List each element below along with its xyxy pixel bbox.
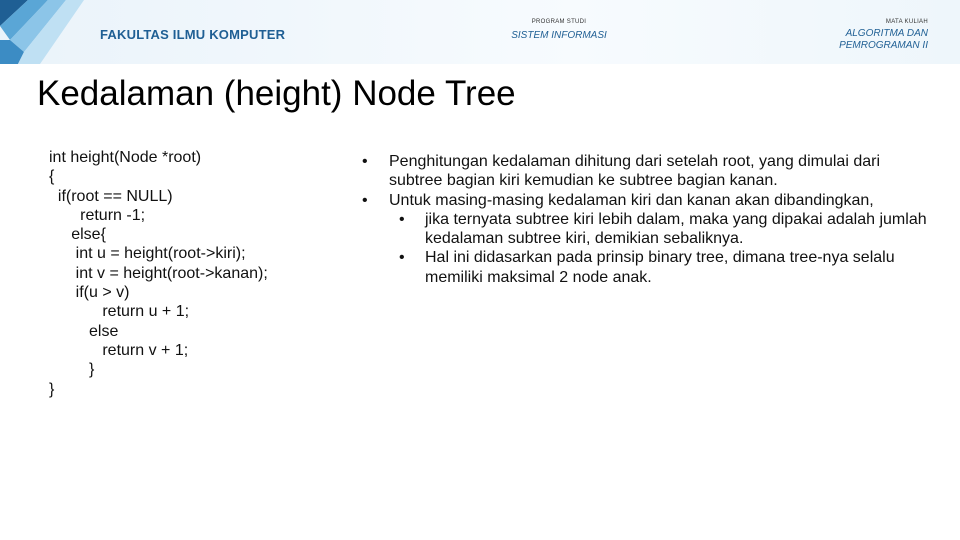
code-block xyxy=(49,148,268,399)
code-line: int height(Node *root) xyxy=(49,149,202,166)
code-line: } xyxy=(49,380,55,398)
code-line: int v = height(root->kanan); xyxy=(49,264,268,282)
sub-bullet-item xyxy=(362,248,937,287)
course-value xyxy=(800,28,928,52)
bullet-text: Hal ini didasarkan pada prinsip binary tree, dimana tree-nya selalu memiliki maksimal 2 node anak. xyxy=(425,249,895,286)
course-value-line1: ALGORITMA DAN xyxy=(845,28,928,39)
program-value: SISTEM INFORMASI xyxy=(511,30,607,41)
course-value-line2: PEMROGRAMAN II xyxy=(839,40,928,51)
program-label: PROGRAM STUDI xyxy=(531,19,587,25)
slide-header xyxy=(0,0,960,64)
header-geometric-logo xyxy=(0,0,100,64)
code-line: } xyxy=(49,361,95,379)
code-line: else{ xyxy=(49,226,106,244)
code-line: if(root == NULL) xyxy=(49,187,173,205)
code-line: else xyxy=(49,322,119,340)
code-line: if(u > v) xyxy=(49,284,130,302)
code-line: return -1; xyxy=(49,206,146,224)
code-line: int u = height(root->kiri); xyxy=(49,245,246,263)
bullet-dot: • xyxy=(362,153,368,170)
sub-bullet-item xyxy=(362,210,937,249)
bullet-text: Untuk masing-masing kedalaman kiri dan kanan akan dibandingkan, xyxy=(389,191,874,209)
bullet-text: Penghitungan kedalaman dihitung dari setelah root, yang dimulai dari subtree bagian kiri kemudian ke subtree bagian kanan. xyxy=(389,153,880,190)
course-label: MATA KULIAH xyxy=(885,19,928,25)
bullet-dot: • xyxy=(399,210,405,228)
code-line: { xyxy=(49,168,55,186)
code-line: return v + 1; xyxy=(49,341,189,359)
bullet-list xyxy=(362,152,937,287)
bullet-dot: • xyxy=(362,191,368,209)
bullet-item xyxy=(362,152,937,191)
bullet-text: jika ternyata subtree kiri lebih dalam, maka yang dipakai adalah jumlah kedalaman subtree kiri, demikian sebaliknya. xyxy=(425,210,927,248)
faculty-name: FAKULTAS ILMU KOMPUTER xyxy=(100,27,286,42)
code-line: return u + 1; xyxy=(49,303,190,321)
bullet-item xyxy=(362,191,937,210)
bullet-dot: • xyxy=(399,249,405,267)
slide-title: Kedalaman (height) Node Tree xyxy=(37,74,516,113)
